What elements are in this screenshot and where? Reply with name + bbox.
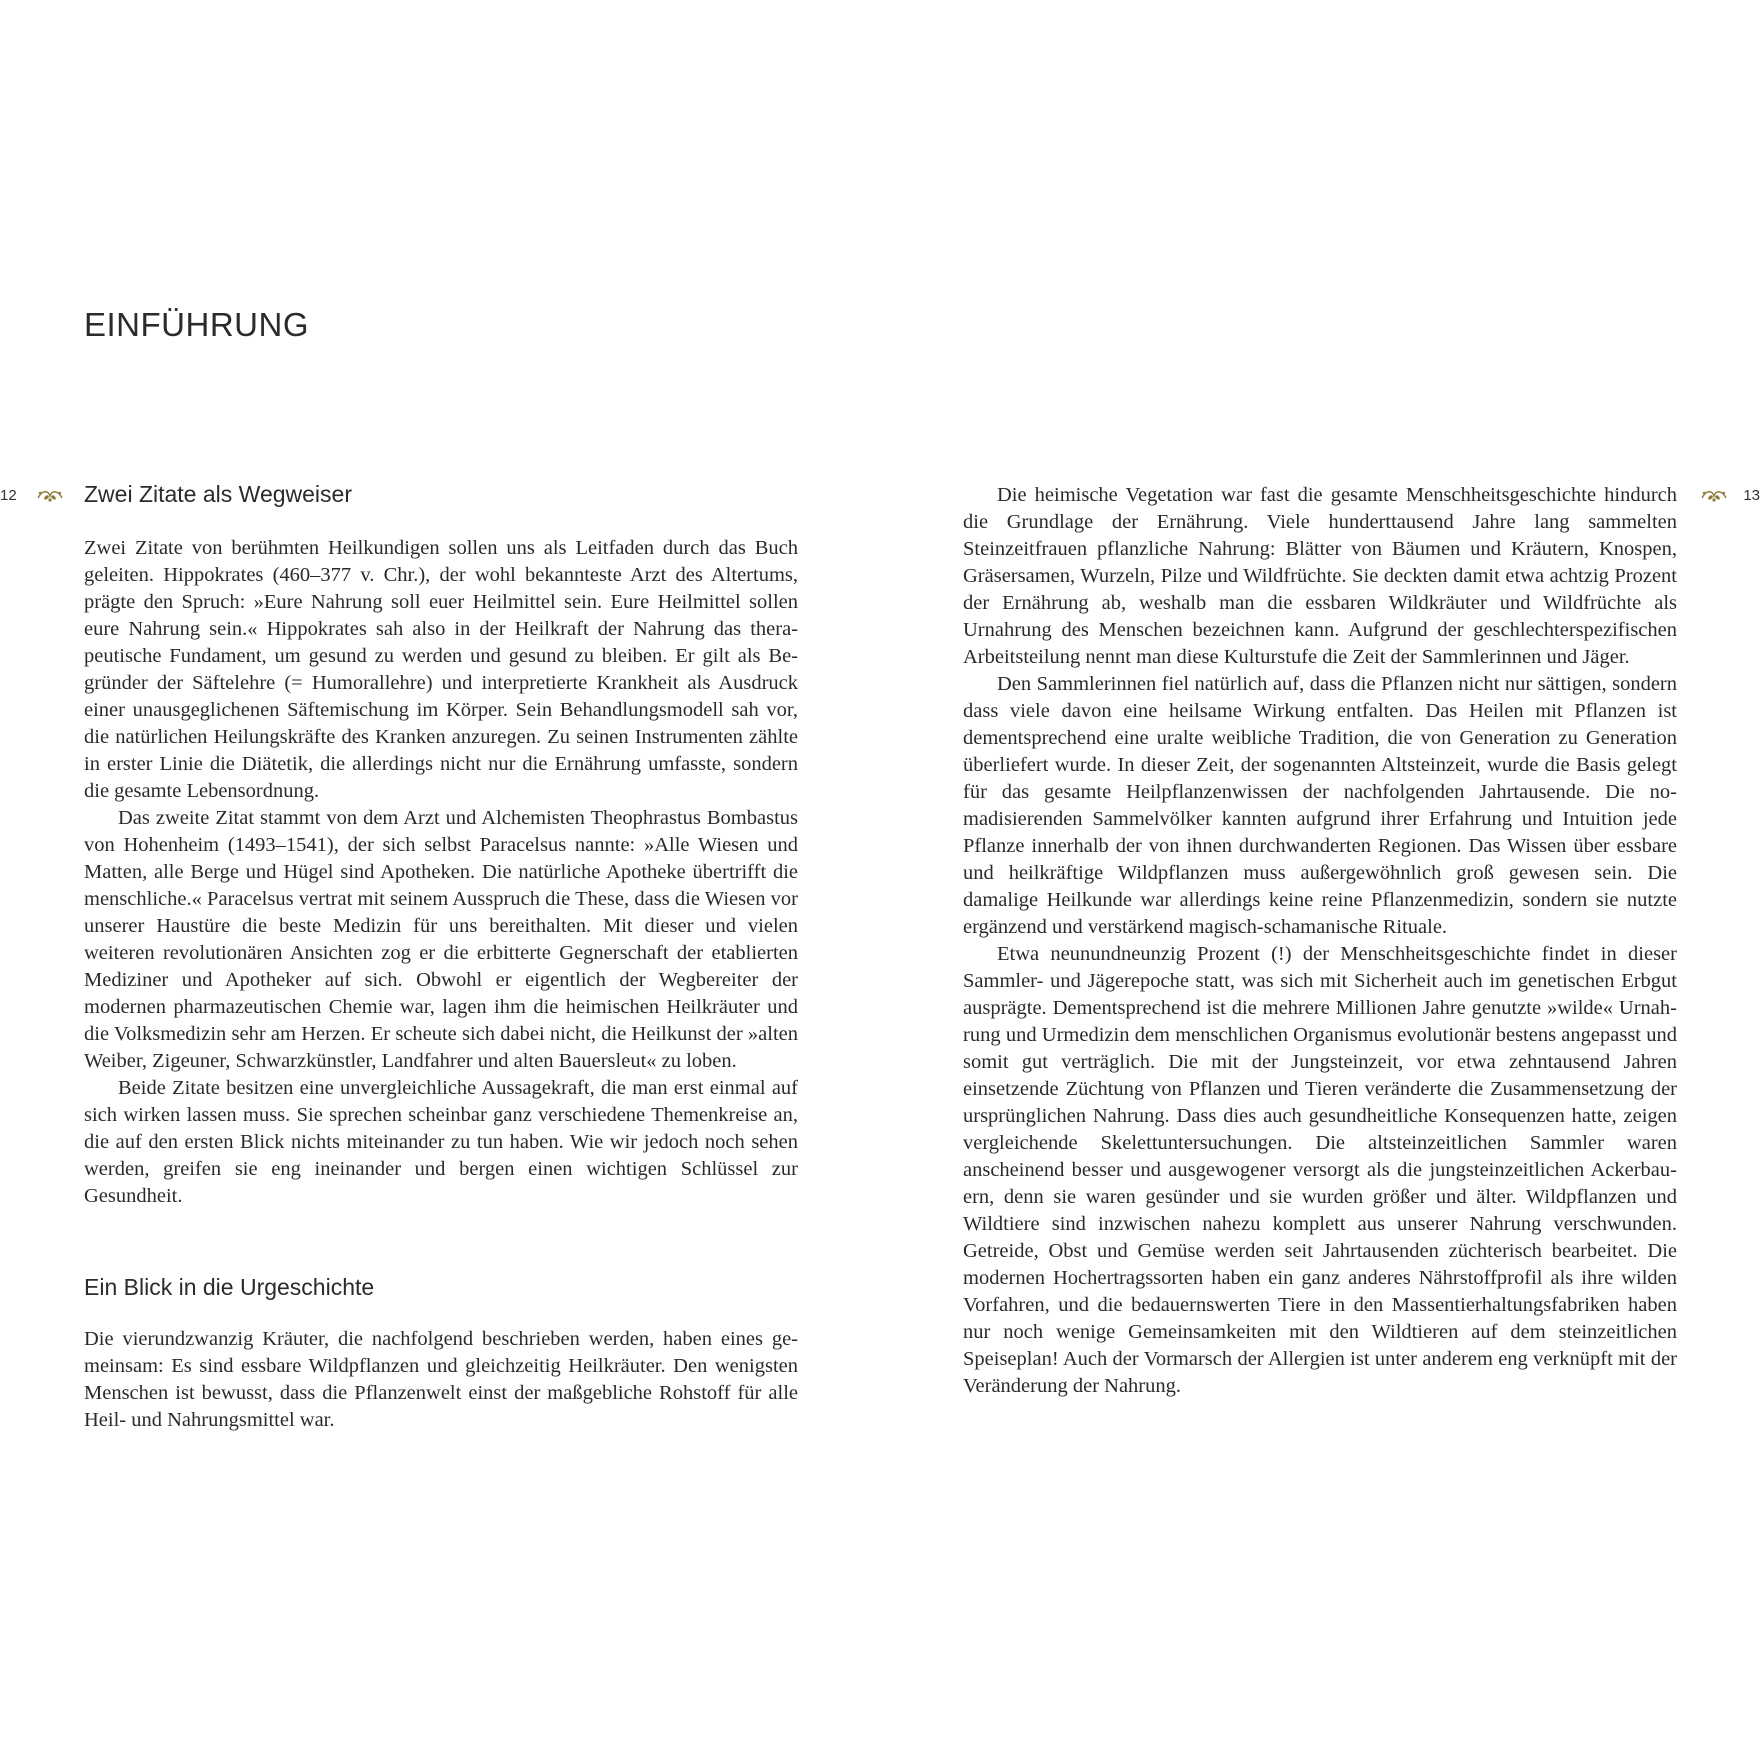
section-heading-urgeschichte: Ein Blick in die Urgeschichte — [84, 1274, 375, 1300]
leaf-ornament-icon — [36, 485, 64, 505]
paragraph: Beide Zitate besitzen eine unvergleichliche Aussagekraft, die man erst einmal auf sich wirken lassen muss. Sie sprechen scheinbar ganz verschiedene Themenkreise an, die auf den ersten Blick nichts miteinander zu tun haben. Wie wir jedoch noch sehen werden, greifen sie eng ineinander und bergen einen wichtigen Schlüssel zur Gesundheit. — [84, 1077, 798, 1207]
paragraph: Die vierundzwanzig Kräuter, die nachfolgend beschrieben werden, haben eines gemeinsam: Es sind essbare Wildpflanzen und gleichzeitig Heilkräuter. Den wenigsten Menschen ist bewusst, dass die Pflanzenwelt einst der maßgebliche Rohstoff für alle Heil- und Nahrungsmittel war. — [84, 1328, 798, 1431]
paragraph: Das zweite Zitat stammt von dem Arzt und Alchemisten Theophrastus Bombastus von Hohenheim (1493–1541), der sich selbst Paracelsus nannte: »Alle Wiesen und Matten, alle Berge und Hügel sind Apotheken. Die natürliche Apotheke übertrifft die menschliche.« Paracelsus vertrat mit seinem Ausspruch die These, dass die Wiesen vor unserer Haustüre die beste Medizin für uns bereithalten. Mit dieser und vielen weiteren revolutionären Ansichten zog er die erbitterte Gegnerschaft der etablierten Mediziner und Apotheker auf sich. Obwohl er eigentlich der Wegbereiter der modernen pharmazeutischen Chemie war, lagen ihm die heimischen Heilkräuter und die Volksmedizin sehr am Herzen. Er scheute sich dabei nicht, die Heilkunst der »alten Weiber, Zigeuner, Schwarzkünstler, Landfahrer und alten Bauersleut« zu loben. — [84, 807, 798, 1072]
paragraph: Zwei Zitate von berühmten Heilkundigen sollen uns als Leitfaden durch das Buch geleiten. Hippokrates (460–377 v. Chr.), der wohl bekannteste Arzt des Altertums, prägte den Spruch: »Eure Nahrung soll euer Heilmittel sein. Eure Heilmittel sollen eure Nahrung sein.« Hippokrates sah also in der Heilkraft der Nahrung das therapeutische Fundament, um gesund zu werden und gesund zu bleiben. Er gilt als Begründer der Säftelehre (= Humorallehre) und interpretierte Krankheit als Ausdruck einer unausgeglichenen Säftemischung im Körper. Sein Behandlungsmodell sah vor, die natürlichen Heilungskräfte des Kranken anzuregen. Zu seinen Instrumenten zählte in erster Linie die Diätetik, die allerdings nicht nur die Ernährung umfasste, sondern die gesamte Lebensordnung. — [84, 537, 798, 802]
page-number-left: 12 — [0, 487, 17, 504]
chapter-title: EINFÜHRUNG — [84, 306, 309, 343]
section-heading-zitate: Zwei Zitate als Wegweiser — [84, 481, 352, 507]
paragraph: Etwa neunundneunzig Prozent (!) der Menschheitsgeschichte findet in dieser Sammler- und Jägerepoche statt, was sich mit Sicherheit auch im genetischen Erbgut ausprägte. Dementsprechend ist die mehrere Millionen Jahre genutzte »wilde« Urnahrung und Urmedizin dem menschlichen Organismus evolutionär bestens angepasst und somit gut verträglich. Die mit der Jungsteinzeit, vor etwa zehntausend Jahren einsetzende Züchtung von Pflanzen und Tieren veränderte die Zusammensetzung der ursprünglichen Nahrung. Dass dies auch gesundheitliche Konsequenzen hatte, zeigen vergleichende Skelettuntersuchungen. Die altsteinzeitlichen Sammler waren anscheinend besser und ausgewogener versorgt als die jungsteinzeitlichen Ackerbauern, denn sie waren gesünder und sie wurden größer und älter. Wildpflanzen und Wildtiere sind inzwischen nahezu komplett aus unserer Nahrung verschwunden. Getreide, Obst und Gemüse werden seit Jahrtausenden züchterisch bearbeitet. Die modernen Hochertragssorten haben ein ganz anderes Nährstoffprofil als ihre wilden Vorfahren, und die bedauernswerten Tiere in den Massentierhaltungsfabriken haben nur noch wenige Gemeinsamkeiten mit den Wildtieren auf dem steinzeitlichen Speiseplan! Auch der Vormarsch der Allergien ist unter anderem eng verknüpft mit der Veränderung der Nahrung. — [963, 943, 1677, 1397]
leaf-ornament-icon — [1700, 485, 1728, 505]
right-page-column — [963, 482, 1677, 1400]
left-page-column — [84, 479, 798, 1434]
paragraph: Den Sammlerinnen fiel natürlich auf, dass die Pflanzen nicht nur sättigen, sondern dass viele davon eine heilsame Wirkung entfalten. Das Heilen mit Pflanzen ist dementsprechend eine uralte weibliche Tradition, die von Generation zu Generation überliefert wurde. In dieser Zeit, der sogenannten Altsteinzeit, wurde die Basis gelegt für das gesamte Heilpflanzenwissen der nachfolgenden Jahrtausende. Die nomadisierenden Sammelvölker kannten aufgrund ihrer Erfahrung und Intuition jede Pflanze innerhalb der von ihnen durchwanderten Regionen. Das Wissen über essbare und heilkräftige Wildpflanzen muss außergewöhnlich groß gewesen sein. Die damalige Heilkunde war allerdings keine reine Pflanzenmedizin, sondern sie nutzte ergänzend und verstärkend magisch-schamanische Rituale. — [963, 673, 1677, 938]
page-number-right: 13 — [1743, 487, 1760, 504]
paragraph: Die heimische Vegetation war fast die gesamte Menschheitsgeschichte hindurch die Grundlage der Ernährung. Viele hunderttausend Jahre lang sammelten Steinzeitfrauen pflanzliche Nahrung: Blätter von Bäumen und Kräutern, Knospen, Gräsersamen, Wurzeln, Pilze und Wildfrüchte. Sie deckten damit etwa achtzig Prozent der Ernährung ab, weshalb man die essbaren Wildkräuter und Wildfrüchte als Urnahrung des Menschen bezeichnen kann. Aufgrund der geschlechterspezifischen Arbeitsteilung nennt man diese Kulturstufe die Zeit der Sammlerinnen und Jäger. — [963, 484, 1677, 668]
